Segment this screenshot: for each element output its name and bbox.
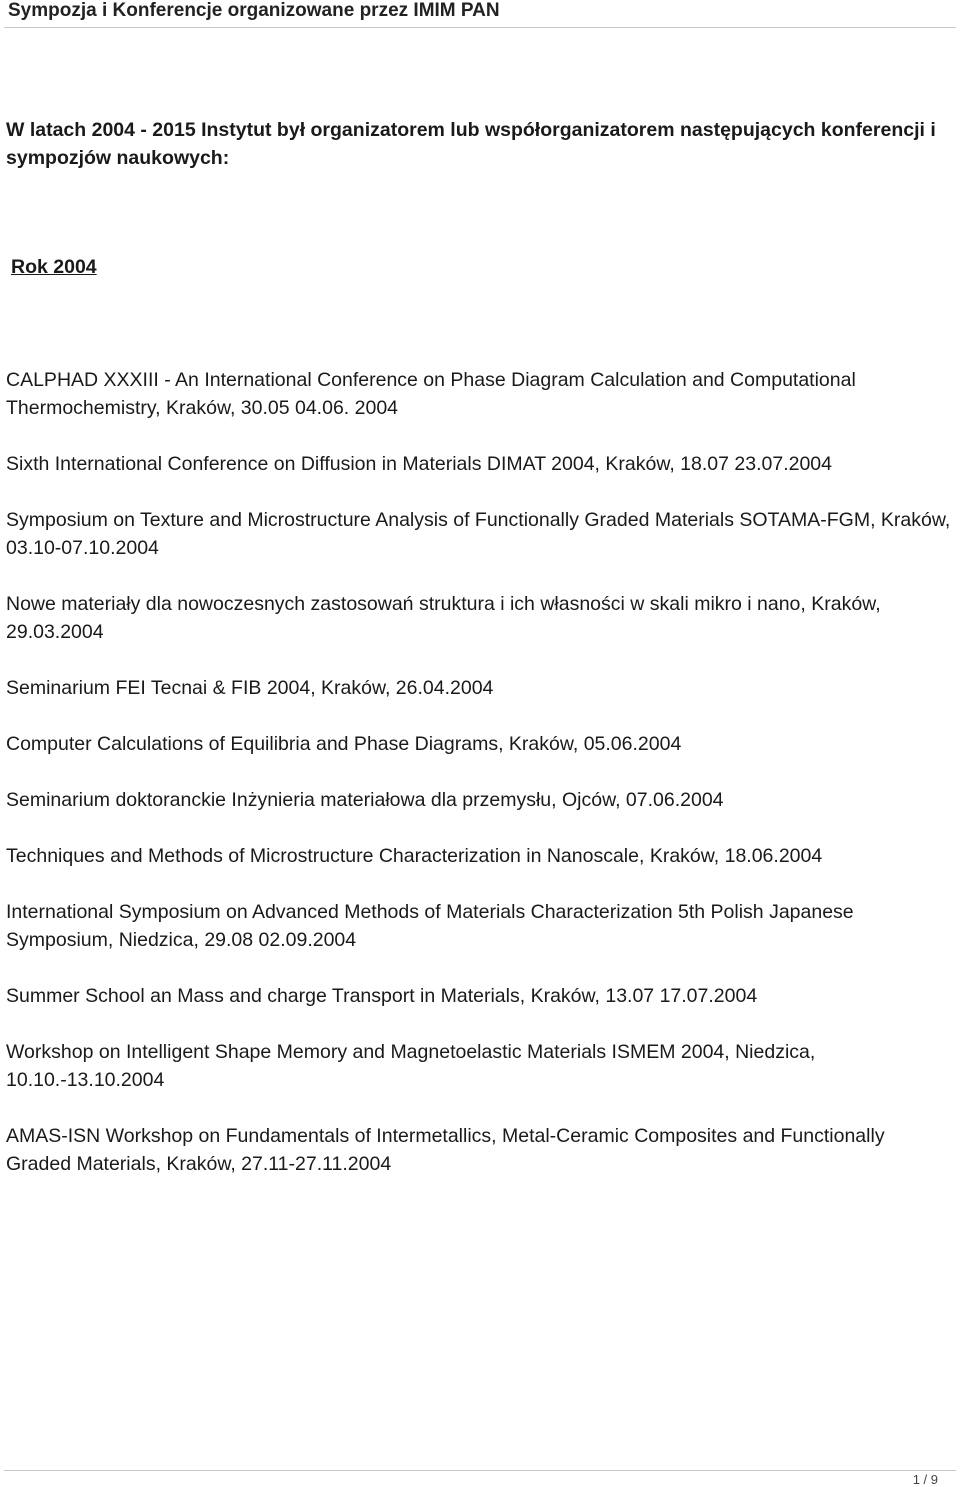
conference-entry: CALPHAD XXXIII - An International Conference on Phase Diagram Calculation and Computational Thermochemistry, Kraków, 30.05 04.06. 2004	[6, 369, 856, 419]
conference-entry: AMAS-ISN Workshop on Fundamentals of Intermetallics, Metal-Ceramic Composites and Functionally Graded Materials, Kraków, 27.11-27.11.2004	[6, 1125, 885, 1175]
conference-entry: Workshop on Intelligent Shape Memory and Magnetoelastic Materials ISMEM 2004, Niedzica, 10.10.-13.10.2004	[6, 1041, 816, 1091]
intro-paragraph: W latach 2004 - 2015 Instytut był organizatorem lub współorganizatorem następujących konferencji i sympozjów naukowych:	[6, 119, 936, 169]
page-number: 1 / 9	[912, 1472, 938, 1487]
page-header	[0, 0, 960, 36]
conference-entry: International Symposium on Advanced Methods of Materials Characterization 5th Polish Japanese Symposium, Niedzica, 29.08 02.09.2004	[6, 901, 854, 951]
conference-entry: Symposium on Texture and Microstructure Analysis of Functionally Graded Materials SOTAMA-FGM, Kraków, 03.10-07.10.2004	[6, 509, 951, 559]
footer-divider	[4, 1470, 956, 1471]
conference-entry: Summer School an Mass and charge Transport in Materials, Kraków, 13.07 17.07.2004	[6, 985, 758, 1007]
conference-list	[6, 366, 954, 1206]
year-heading: Rok 2004	[11, 256, 97, 278]
header-divider	[4, 27, 956, 28]
document-title: Sympozja i Konferencje organizowane przez IMIM PAN	[8, 0, 500, 21]
conference-entry: Seminarium doktoranckie Inżynieria materiałowa dla przemysłu, Ojców, 07.06.2004	[6, 789, 724, 811]
conference-entry: Seminarium FEI Tecnai & FIB 2004, Kraków, 26.04.2004	[6, 677, 494, 699]
conference-entry: Nowe materiały dla nowoczesnych zastosowań struktura i ich własności w skali mikro i nano, Kraków, 29.03.2004	[6, 593, 881, 643]
conference-entry: Techniques and Methods of Microstructure Characterization in Nanoscale, Kraków, 18.06.2004	[6, 845, 823, 867]
conference-entry: Computer Calculations of Equilibria and Phase Diagrams, Kraków, 05.06.2004	[6, 733, 682, 755]
conference-entry: Sixth International Conference on Diffusion in Materials DIMAT 2004, Kraków, 18.07 23.07.2004	[6, 453, 832, 475]
